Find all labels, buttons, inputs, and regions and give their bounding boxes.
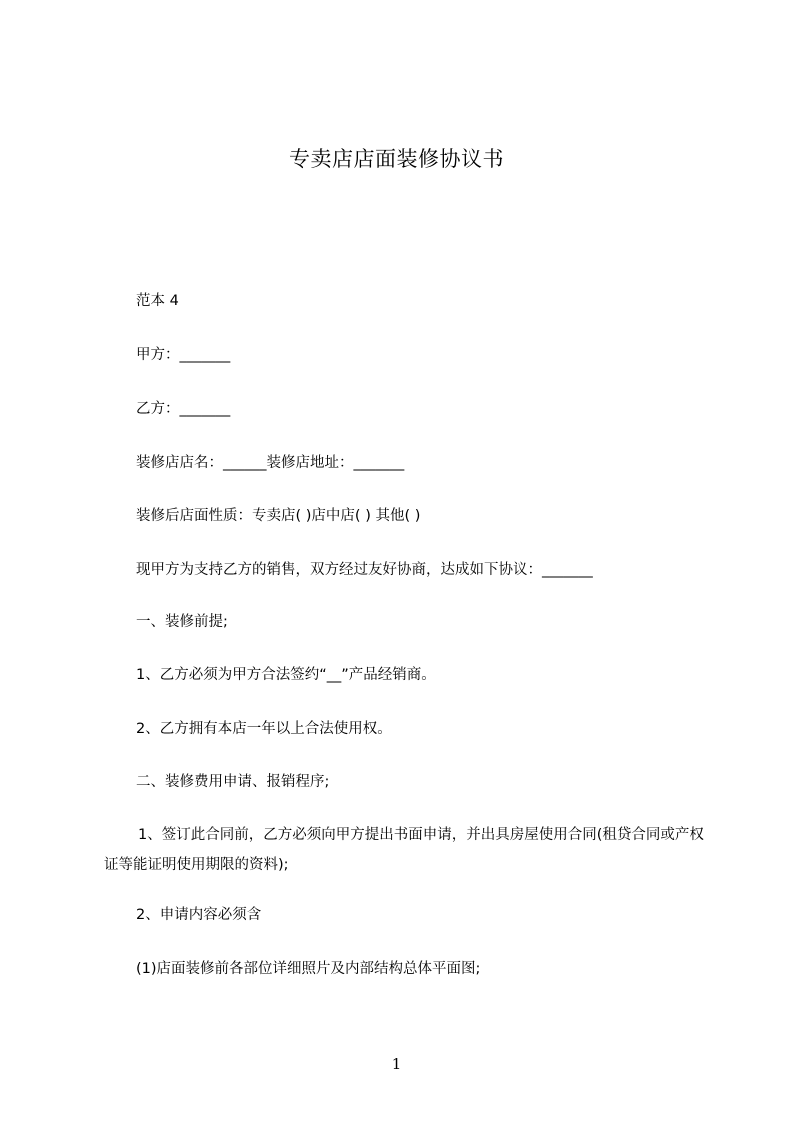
clause-2-2: 2、申请内容必须含 [136, 907, 262, 923]
section-heading-2: 二、装修费用申请、报销程序; [136, 774, 330, 790]
clause-1-2: 2、乙方拥有本店一年以上合法使用权。 [136, 721, 392, 737]
agreement-intro-line: 现甲方为支持乙方的销售，双方经过友好协商，达成如下协议：_______ [136, 562, 593, 578]
clause-2-1: 1、签订此合同前，乙方必须向甲方提出书面申请，并出具房屋使用合同(租贷合同或产权证等能证明使用期限的资料); [104, 827, 704, 873]
page-number: 1 [391, 1055, 402, 1073]
document-title: 专卖店店面装修协议书 [289, 147, 504, 171]
store-type-line: 装修后店面性质：专卖店( )店中店( ) 其他( ) [136, 508, 421, 524]
clause-1-1: 1、乙方必须为甲方合法签约“__”产品经销商。 [136, 667, 436, 683]
template-label: 范本 4 [136, 293, 179, 309]
clause-2-2-1: (1)店面装修前各部位详细照片及内部结构总体平面图; [136, 961, 481, 977]
party-b-line: 乙方：_______ [136, 401, 231, 417]
party-a-line: 甲方：_______ [136, 347, 231, 363]
store-name-address-line: 装修店店名：______装修店地址：_______ [136, 455, 405, 471]
section-heading-1: 一、装修前提; [136, 614, 228, 630]
